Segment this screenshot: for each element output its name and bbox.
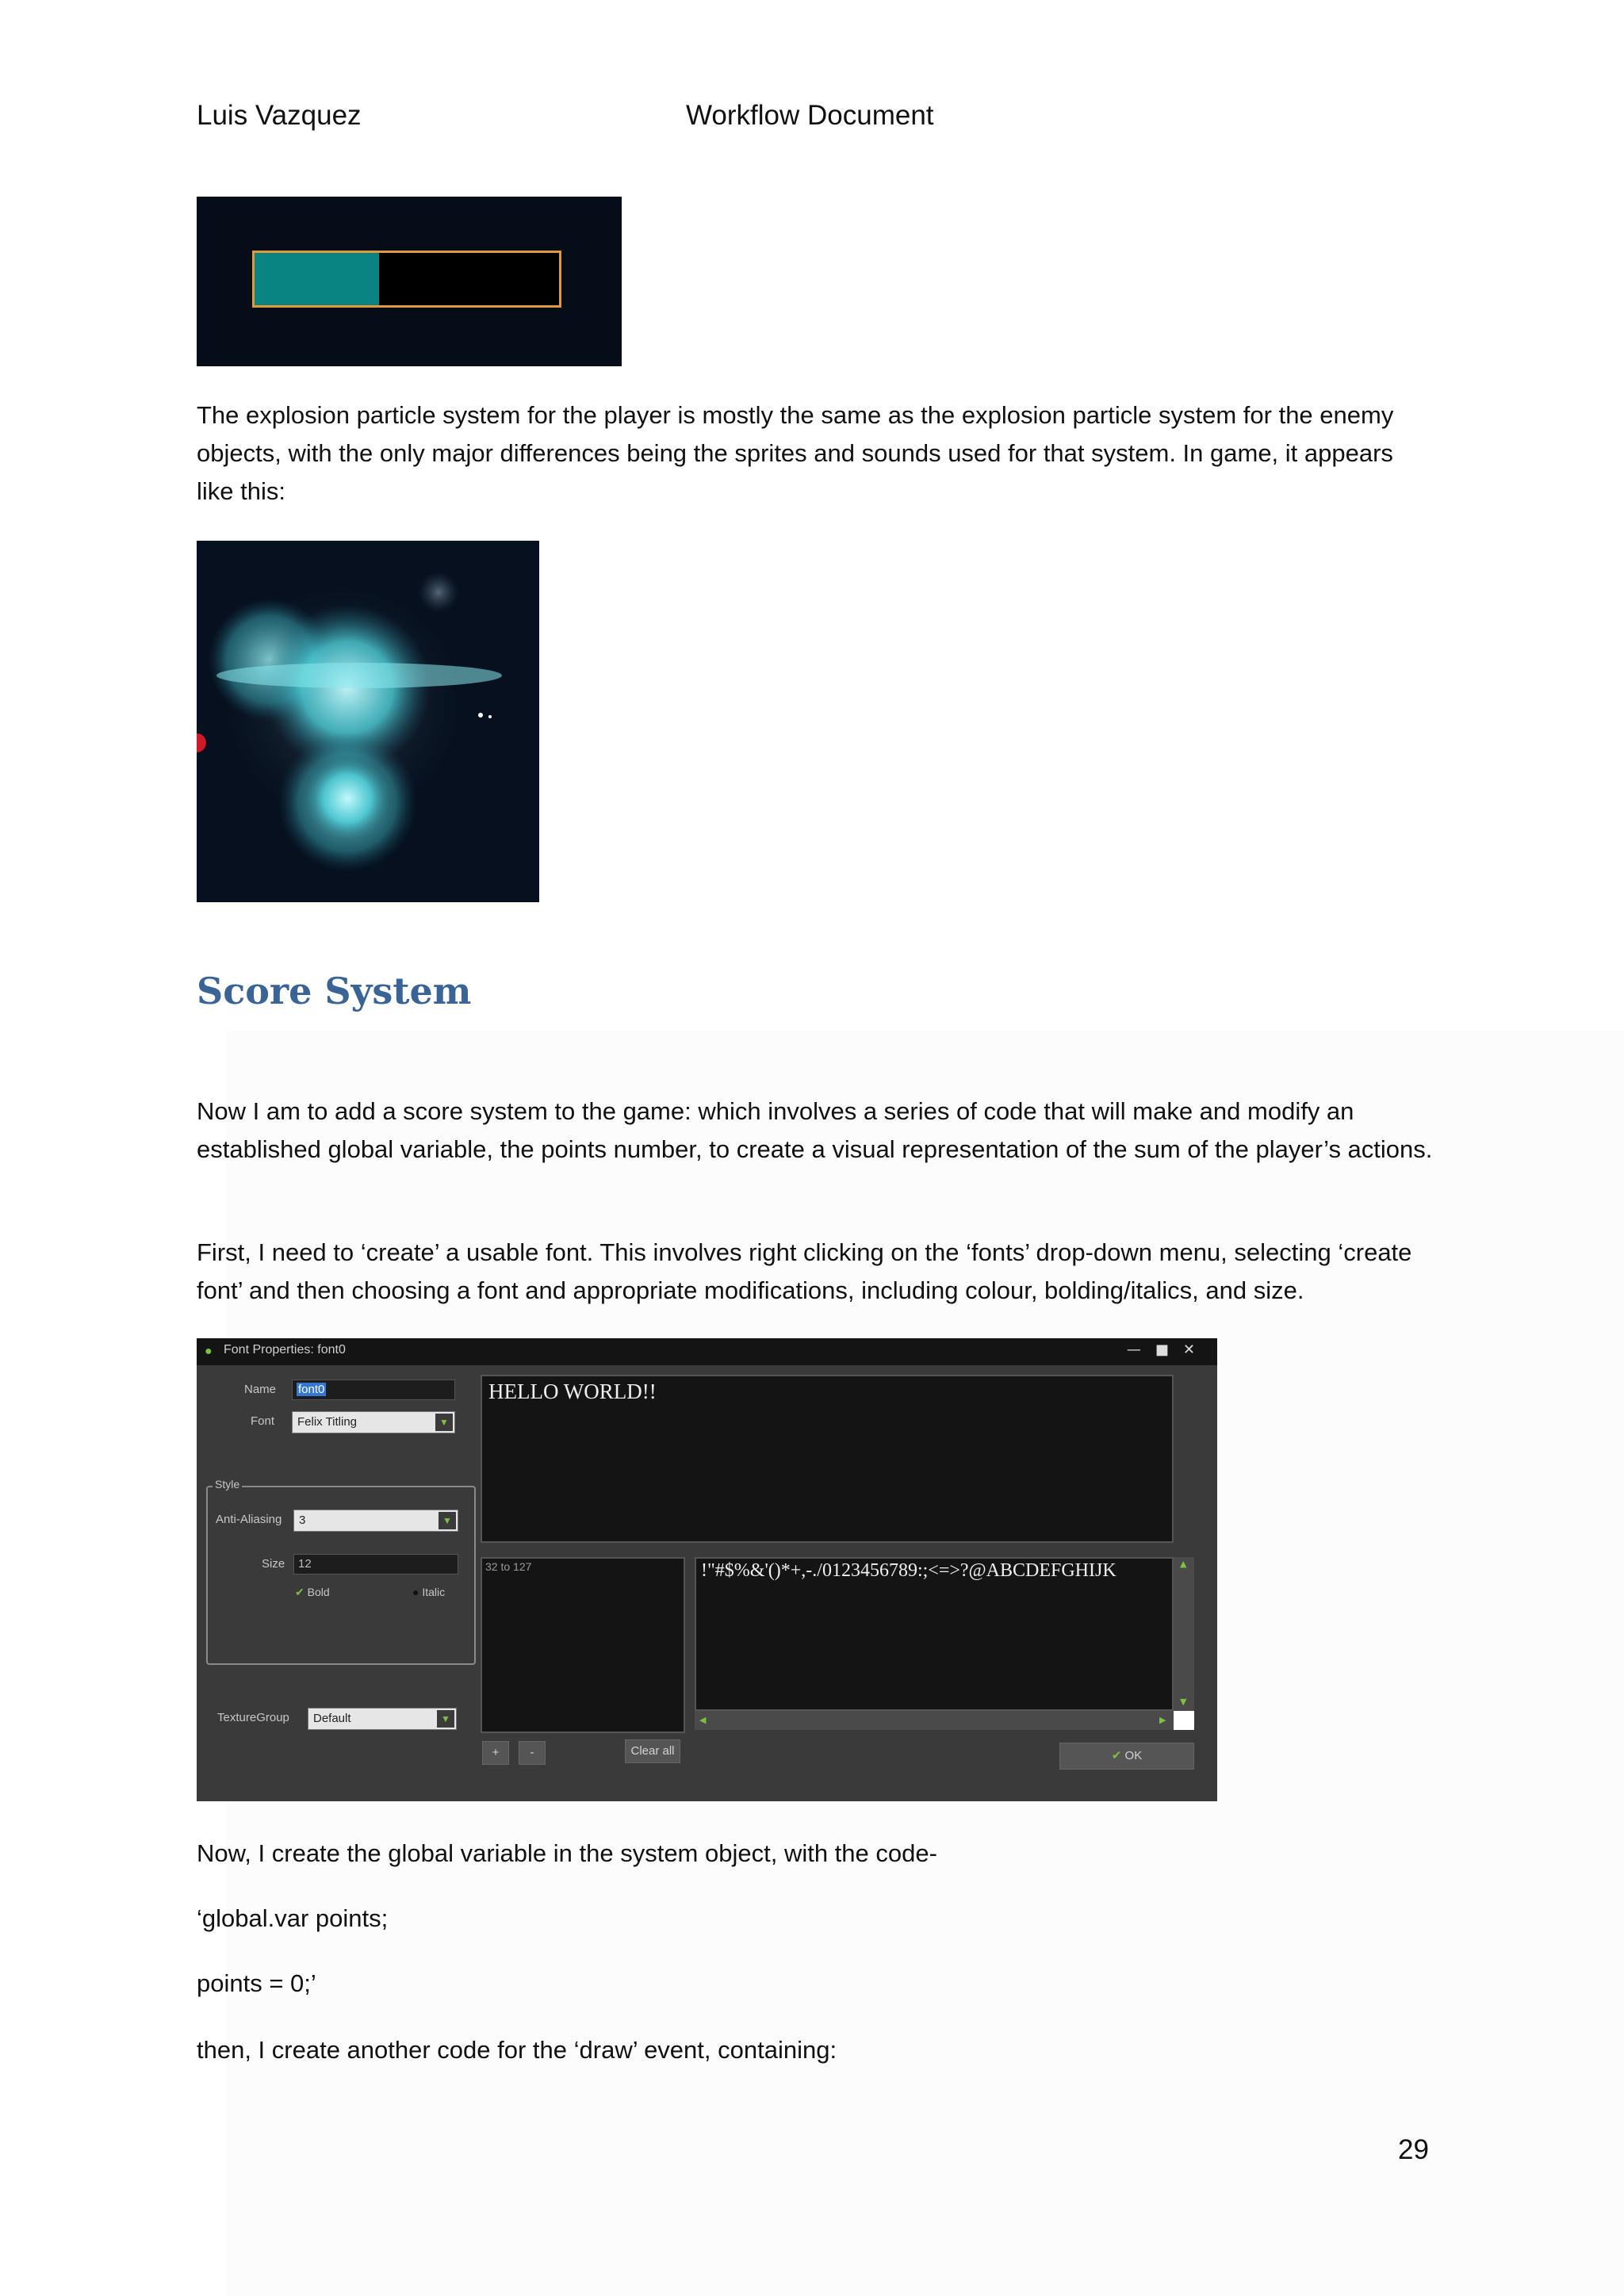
font-value: Felix Titling xyxy=(297,1415,358,1429)
style-group-label: Style xyxy=(213,1478,242,1490)
size-input[interactable]: 12 xyxy=(293,1554,458,1575)
explosion-particles-graphic xyxy=(197,541,539,902)
paragraph-font-create: First, I need to ‘create’ a usable font. This involves right clicking on the ‘fonts’ drop-down menu, selecting ‘create font’ and then choosing a font and appropriate modifications, including colour, bolding/italics, and size. xyxy=(197,1238,1412,1304)
font-properties-dialog xyxy=(197,1338,1217,1801)
style-group xyxy=(206,1478,476,1665)
anti-aliasing-label: Anti-Aliasing xyxy=(216,1513,282,1526)
preview-text: HELLO WORLD!! xyxy=(488,1380,657,1403)
header-title: Workflow Document xyxy=(686,100,934,131)
italic-checkbox[interactable] xyxy=(412,1586,445,1598)
range-item[interactable]: 32 to 127 xyxy=(485,1560,532,1573)
anti-aliasing-value: 3 xyxy=(299,1513,306,1527)
explosion-screenshot xyxy=(197,541,539,902)
font-label: Font xyxy=(251,1414,275,1428)
scroll-left-icon[interactable]: ◀ xyxy=(699,1715,707,1725)
health-bar-frame xyxy=(252,251,561,308)
dialog-title-bar xyxy=(197,1338,1217,1365)
paragraph-draw-event: then, I create another code for the ‘draw’ event, containing: xyxy=(197,2036,837,2064)
scroll-up-icon[interactable]: ▲ xyxy=(1180,1559,1187,1569)
texture-group-label: TextureGroup xyxy=(217,1711,289,1724)
font-preview-panel xyxy=(481,1375,1174,1543)
checkmark-icon: ✔ xyxy=(295,1586,304,1598)
checkmark-icon: ✔ xyxy=(1111,1749,1122,1762)
gamemaker-logo-icon: ● xyxy=(205,1345,213,1358)
unchecked-icon: ● xyxy=(412,1586,419,1598)
health-bar-screenshot xyxy=(197,197,622,366)
glyph-preview-panel xyxy=(695,1557,1174,1711)
anti-aliasing-select[interactable] xyxy=(293,1510,458,1532)
name-value: font0 xyxy=(298,1383,325,1396)
section-heading-score-system: Score System xyxy=(197,970,472,1012)
dialog-title: Font Properties: font0 xyxy=(224,1343,346,1357)
scroll-right-icon[interactable]: ▶ xyxy=(1159,1715,1166,1725)
ok-button[interactable] xyxy=(1059,1743,1194,1770)
maximize-icon[interactable]: ■ xyxy=(1155,1341,1183,1358)
remove-range-button[interactable]: - xyxy=(519,1741,546,1765)
font-select[interactable] xyxy=(292,1411,455,1433)
name-label: Name xyxy=(244,1383,277,1396)
ok-label: OK xyxy=(1124,1749,1143,1762)
code-line-2: points = 0;’ xyxy=(197,1969,316,1997)
paragraph-global-var: Now, I create the global variable in the system object, with the code- xyxy=(197,1839,937,1867)
size-label: Size xyxy=(262,1557,285,1571)
italic-label: Italic xyxy=(422,1586,446,1598)
texture-group-value: Default xyxy=(313,1712,351,1725)
name-input[interactable] xyxy=(292,1380,455,1400)
paragraph-explosion: The explosion particle system for the player is mostly the same as the explosion particle system for the enemy objects, with the only major differences being the sprites and sounds used for that system. In game, it appears like this: xyxy=(197,401,1394,505)
page-number: 29 xyxy=(1398,2134,1429,2165)
add-range-button[interactable]: + xyxy=(482,1741,509,1765)
health-bar-fill xyxy=(255,253,379,305)
close-icon[interactable]: ✕ xyxy=(1182,1341,1209,1358)
header-author: Luis Vazquez xyxy=(197,100,362,131)
glyphs-text: !"#$%&'()*+,-./0123456789:;<=>?@ABCDEFGHIJK xyxy=(701,1560,1116,1581)
scrollbar-corner xyxy=(1174,1711,1194,1730)
paragraph-score-intro: Now I am to add a score system to the game: which involves a series of code that will make and modify an established global variable, the points number, to create a visual representation of the sum of the player’s actions. xyxy=(197,1097,1433,1163)
texture-group-select[interactable] xyxy=(308,1708,457,1730)
chevron-down-icon: ▼ xyxy=(437,1710,454,1728)
scroll-down-icon[interactable]: ▼ xyxy=(1180,1697,1187,1707)
horizontal-scrollbar[interactable] xyxy=(695,1711,1174,1730)
clear-all-button[interactable]: Clear all xyxy=(625,1739,680,1763)
bold-label: Bold xyxy=(307,1586,330,1598)
vertical-scrollbar[interactable] xyxy=(1174,1557,1194,1711)
window-controls xyxy=(1127,1341,1209,1358)
chevron-down-icon: ▼ xyxy=(439,1512,456,1529)
minimize-icon[interactable]: — xyxy=(1126,1341,1155,1358)
chevron-down-icon: ▼ xyxy=(435,1414,453,1431)
code-line-1: ‘global.var points; xyxy=(197,1904,389,1932)
bold-checkbox[interactable] xyxy=(295,1586,330,1599)
character-range-list[interactable] xyxy=(481,1557,685,1733)
